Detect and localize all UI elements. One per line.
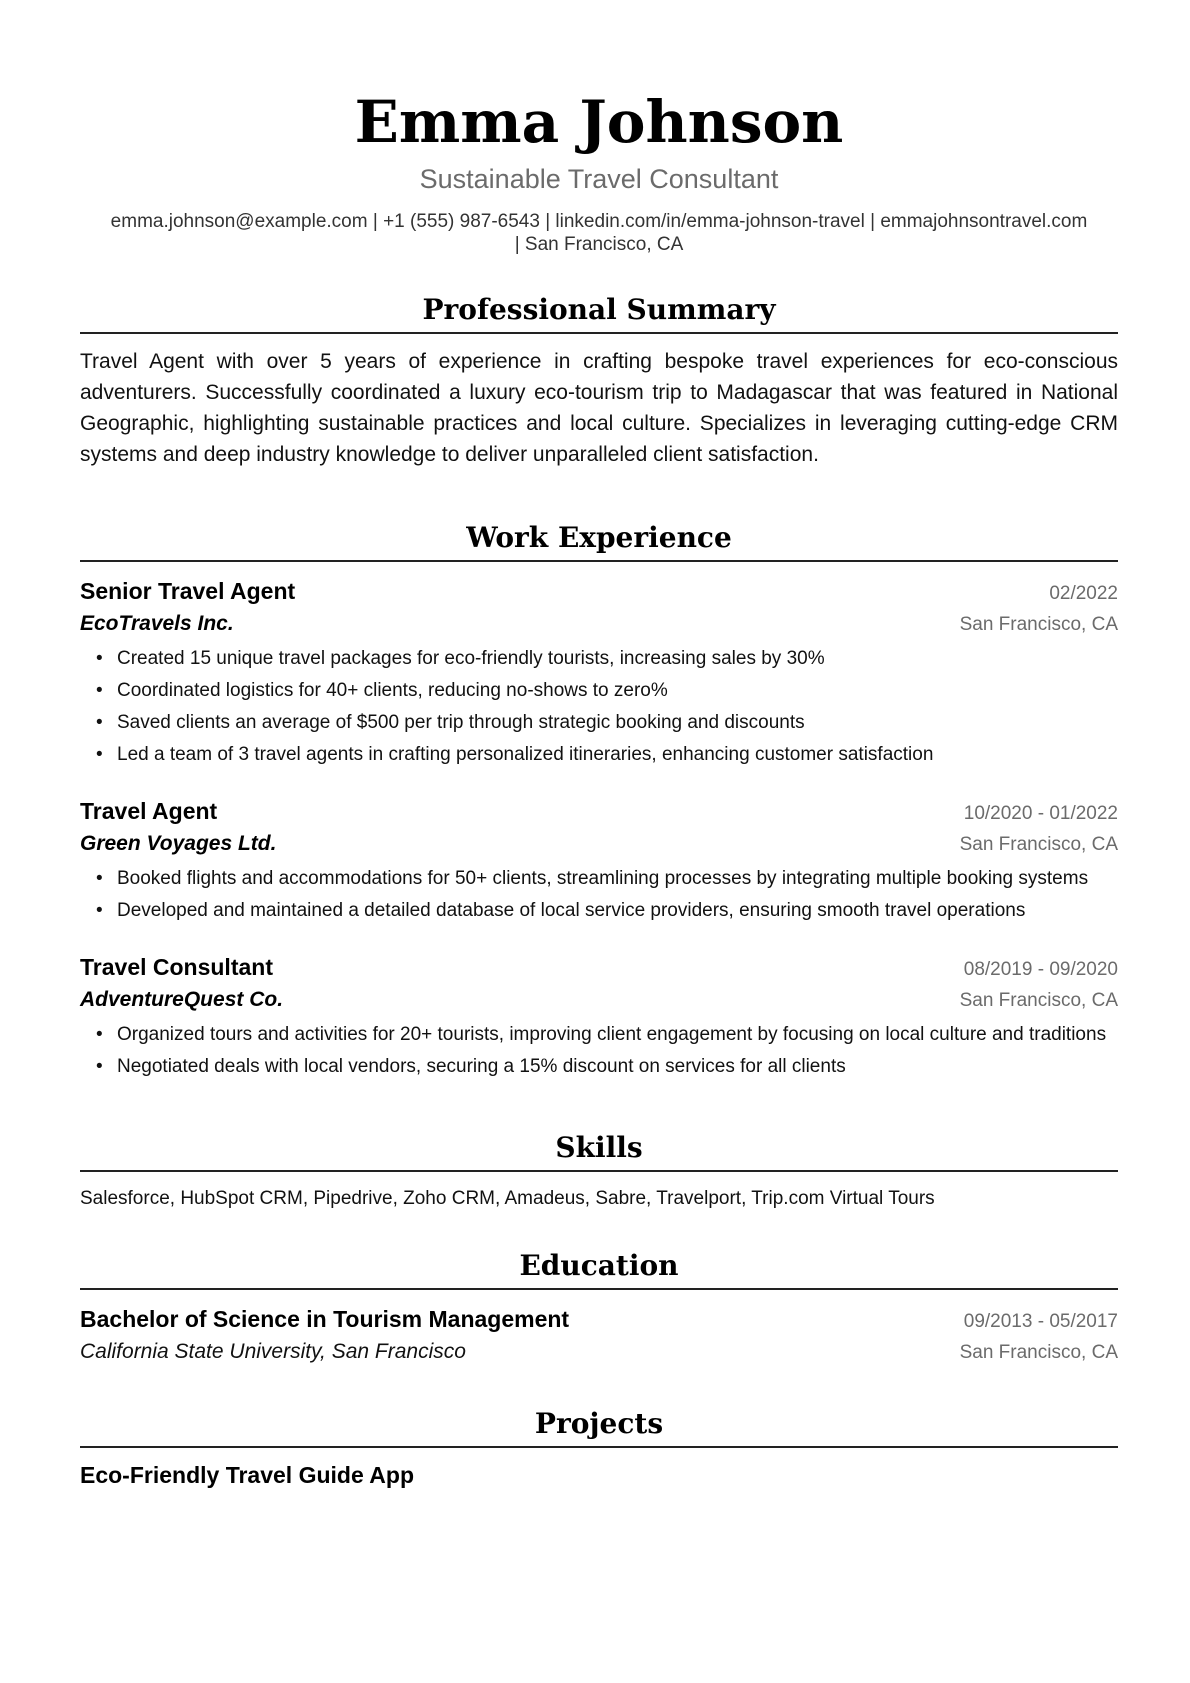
bullet-item: • Led a team of 3 travel agents in crafting personalized itineraries, enhancing customer satisfaction xyxy=(80,742,1118,768)
job-location: San Francisco, CA xyxy=(959,834,1118,855)
education-date: 09/2013 - 05/2017 xyxy=(963,1311,1118,1332)
summary-text: Travel Agent with over 5 years of experience in crafting bespoke travel experiences for eco-conscious adventurers. Successfully coordinated a luxury eco-tourism trip to Madagascar that was featured in National Geographic, highlighting sustainable practices and local culture. Specializes in leveraging cutting-edge CRM systems and deep industry knowledge to deliver unparalleled client satisfaction. xyxy=(80,350,1118,466)
job-entry xyxy=(80,796,1118,924)
job-title: Travel Consultant xyxy=(80,954,273,980)
section-divider xyxy=(80,1288,1118,1290)
section-divider xyxy=(80,1446,1118,1448)
job-date: 02/2022 xyxy=(1049,583,1118,604)
section-divider xyxy=(80,560,1118,562)
contact-line-2: | San Francisco, CA xyxy=(514,234,684,255)
bullet-item: • Organized tours and activities for 20+ tourists, improving client engagement by focusing on local culture and traditions xyxy=(80,1022,1118,1048)
projects-section xyxy=(80,1406,1118,1490)
job-date: 10/2020 - 01/2022 xyxy=(963,803,1118,824)
education-location: San Francisco, CA xyxy=(959,1342,1118,1363)
degree-title: Bachelor of Science in Tourism Management xyxy=(80,1306,570,1332)
job-location: San Francisco, CA xyxy=(959,614,1118,635)
job-title: Travel Agent xyxy=(80,798,218,824)
skills-section xyxy=(80,1130,1118,1212)
education-heading: Education xyxy=(519,1249,679,1282)
skills-list: Salesforce, HubSpot CRM, Pipedrive, Zoho CRM, Amadeus, Sabre, Travelport, Trip.com Virtual Tours xyxy=(80,1188,935,1209)
job-entry xyxy=(80,952,1118,1080)
job-bullets xyxy=(80,1022,1118,1080)
summary-section xyxy=(80,292,1118,470)
section-divider xyxy=(80,1170,1118,1172)
job-bullets xyxy=(80,866,1118,924)
job-entry xyxy=(80,576,1118,768)
bullet-item: • Booked flights and accommodations for 50+ clients, streamlining processes by integrating multiple booking systems xyxy=(80,866,1118,892)
contact-info xyxy=(80,210,1118,256)
education-section xyxy=(80,1248,1118,1368)
bullet-item: • Coordinated logistics for 40+ clients, reducing no-shows to zero% xyxy=(80,678,1118,704)
job-bullets xyxy=(80,646,1118,768)
experience-section xyxy=(80,520,1118,1080)
summary-heading: Professional Summary xyxy=(422,293,776,326)
resume-header xyxy=(80,86,1118,256)
experience-heading: Work Experience xyxy=(466,521,732,554)
section-divider xyxy=(80,332,1118,334)
education-entry xyxy=(80,1304,1118,1368)
contact-line-1: emma.johnson@example.com | +1 (555) 987-6543 | linkedin.com/in/emma-johnson-travel | emmajohnsontravel.com xyxy=(110,211,1088,232)
bullet-item: • Developed and maintained a detailed database of local service providers, ensuring smooth travel operations xyxy=(80,898,1118,924)
company-name: EcoTravels Inc. xyxy=(80,612,234,635)
bullet-item: • Saved clients an average of $500 per trip through strategic booking and discounts xyxy=(80,710,1118,736)
bullet-item: • Created 15 unique travel packages for eco-friendly tourists, increasing sales by 30% xyxy=(80,646,1118,672)
job-date: 08/2019 - 09/2020 xyxy=(963,959,1118,980)
company-name: Green Voyages Ltd. xyxy=(80,832,277,855)
projects-heading: Projects xyxy=(534,1407,664,1440)
bullet-item: • Negotiated deals with local vendors, securing a 15% discount on services for all clients xyxy=(80,1054,1118,1080)
skills-heading: Skills xyxy=(555,1131,643,1164)
project-title: Eco-Friendly Travel Guide App xyxy=(80,1462,414,1488)
school-name: California State University, San Francisco xyxy=(80,1340,466,1363)
company-name: AdventureQuest Co. xyxy=(80,988,284,1011)
job-location: San Francisco, CA xyxy=(959,990,1118,1011)
resume-page xyxy=(80,0,1118,1490)
candidate-title: Sustainable Travel Consultant xyxy=(419,164,779,194)
job-title: Senior Travel Agent xyxy=(80,578,296,604)
candidate-name: Emma Johnson xyxy=(354,88,844,156)
